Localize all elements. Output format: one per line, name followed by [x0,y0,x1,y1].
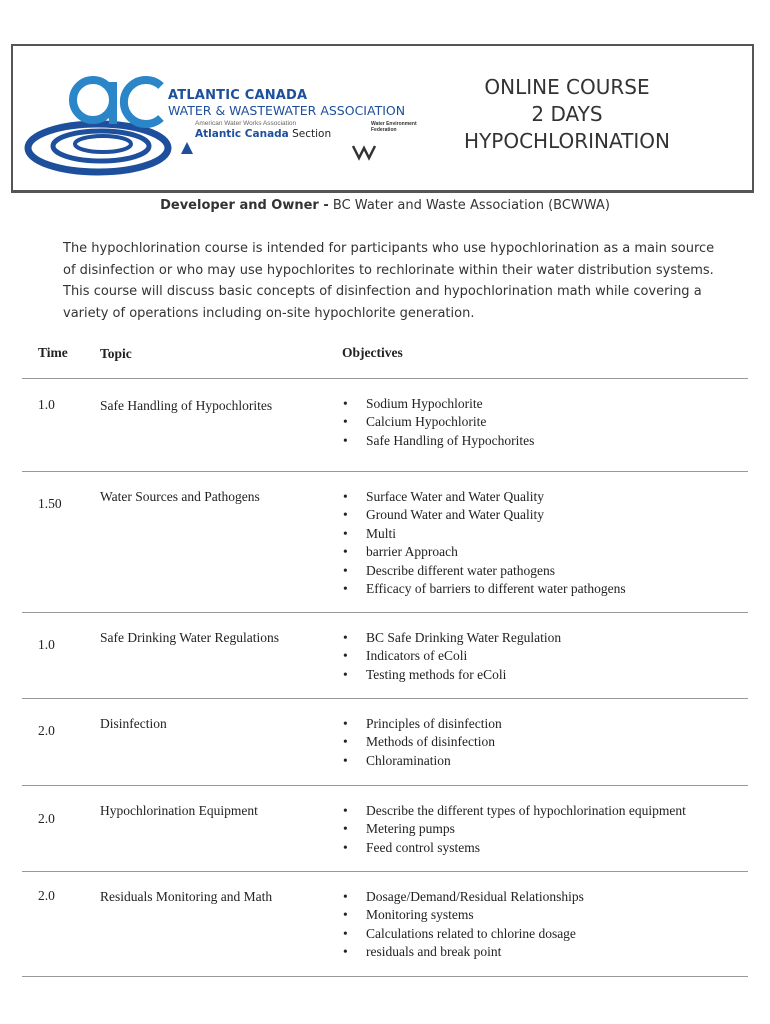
row-time: 2.0 [38,811,55,826]
objective-item: • Calcium Hypochlorite [342,413,752,431]
row-objectives [342,715,752,770]
objective-item: • Feed control systems [342,839,752,857]
row-objectives [342,629,752,684]
objective-item: • Multi [342,525,752,543]
table-header [22,338,748,379]
table-row [22,872,748,977]
developer-line [0,198,770,213]
objective-item: • Testing methods for eColi [342,666,752,684]
objective-item: • Safe Handling of Hypochorites [342,432,752,450]
objective-item: • Surface Water and Water Quality [342,488,752,506]
row-topic: Water Sources and Pathogens [100,489,260,504]
header-topic: Topic [100,346,132,361]
objective-item: • Efficacy of barriers to different water pathogens [342,580,752,598]
row-objectives [342,802,752,857]
wef-name: Water Environment Federation [371,121,417,133]
objective-item: • residuals and break point [342,943,752,961]
objective-item: • Methods of disinfection [342,733,752,751]
objective-item: • BC Safe Drinking Water Regulation [342,629,752,647]
row-topic: Hypochlorination Equipment [100,803,258,818]
table-row [22,613,748,699]
developer-label: Developer and Owner - [160,198,329,213]
row-time: 2.0 [38,723,55,738]
table-row [22,699,748,786]
awwa-name: American Water Works Association [195,120,297,127]
row-topic: Safe Handling of Hypochlorites [100,398,273,413]
row-topic: Safe Drinking Water Regulations [100,630,280,645]
course-title-line1: ONLINE COURSE [484,75,650,99]
objective-item: • Ground Water and Water Quality [342,506,752,524]
org-name-line1: ATLANTIC CANADA [168,88,308,103]
awwa-section [195,128,331,140]
org-name-line2: WATER & WASTEWATER ASSOCIATION [168,103,406,118]
objective-item: • Describe different water pathogens [342,562,752,580]
objective-item: • Dosage/Demand/Residual Relationships [342,888,752,906]
objective-item: • barrier Approach [342,543,752,561]
objective-item: • Sodium Hypochlorite [342,395,752,413]
header-objectives: Objectives [342,345,403,360]
objective-item: • Calculations related to chlorine dosage [342,925,752,943]
row-time: 1.50 [38,496,62,511]
row-time: 2.0 [38,888,55,903]
developer-value: BC Water and Waste Association (BCWWA) [328,198,610,213]
course-title-line3: HYPOCHLORINATION [464,129,670,153]
intro-paragraph: The hypochlorination course is intended for participants who use hypochlorination as a main source of disinfection or who may use hypochlorites to rechlorinate within their water distribution systems. This course will discuss basic concepts of disinfection and hypochlorination math while covering a variety of operations including on-site hypochlorite generation. [63,241,715,321]
row-objectives [342,395,752,450]
row-objectives [342,488,752,598]
row-topic: Residuals Monitoring and Math [100,889,273,904]
objective-item: • Describe the different types of hypochlorination equipment [342,802,752,820]
row-time: 1.0 [38,397,55,412]
course-table [22,338,748,977]
objective-item: • Monitoring systems [342,906,752,924]
row-objectives [342,888,752,962]
table-row [22,379,748,472]
objective-item: • Principles of disinfection [342,715,752,733]
header-time: Time [38,345,68,360]
awwa-section-suffix: Section [292,128,332,140]
row-topic: Disinfection [100,716,167,731]
objective-item: • Indicators of eColi [342,647,752,665]
row-time: 1.0 [38,637,55,652]
header-box [11,44,754,193]
course-title-line2: 2 DAYS [531,102,603,126]
objective-item: • Metering pumps [342,820,752,838]
awwa-section-prefix: Atlantic Canada [195,128,289,140]
table-row [22,786,748,872]
objective-item: • Chloramination [342,752,752,770]
table-row [22,472,748,613]
course-title [422,74,712,155]
